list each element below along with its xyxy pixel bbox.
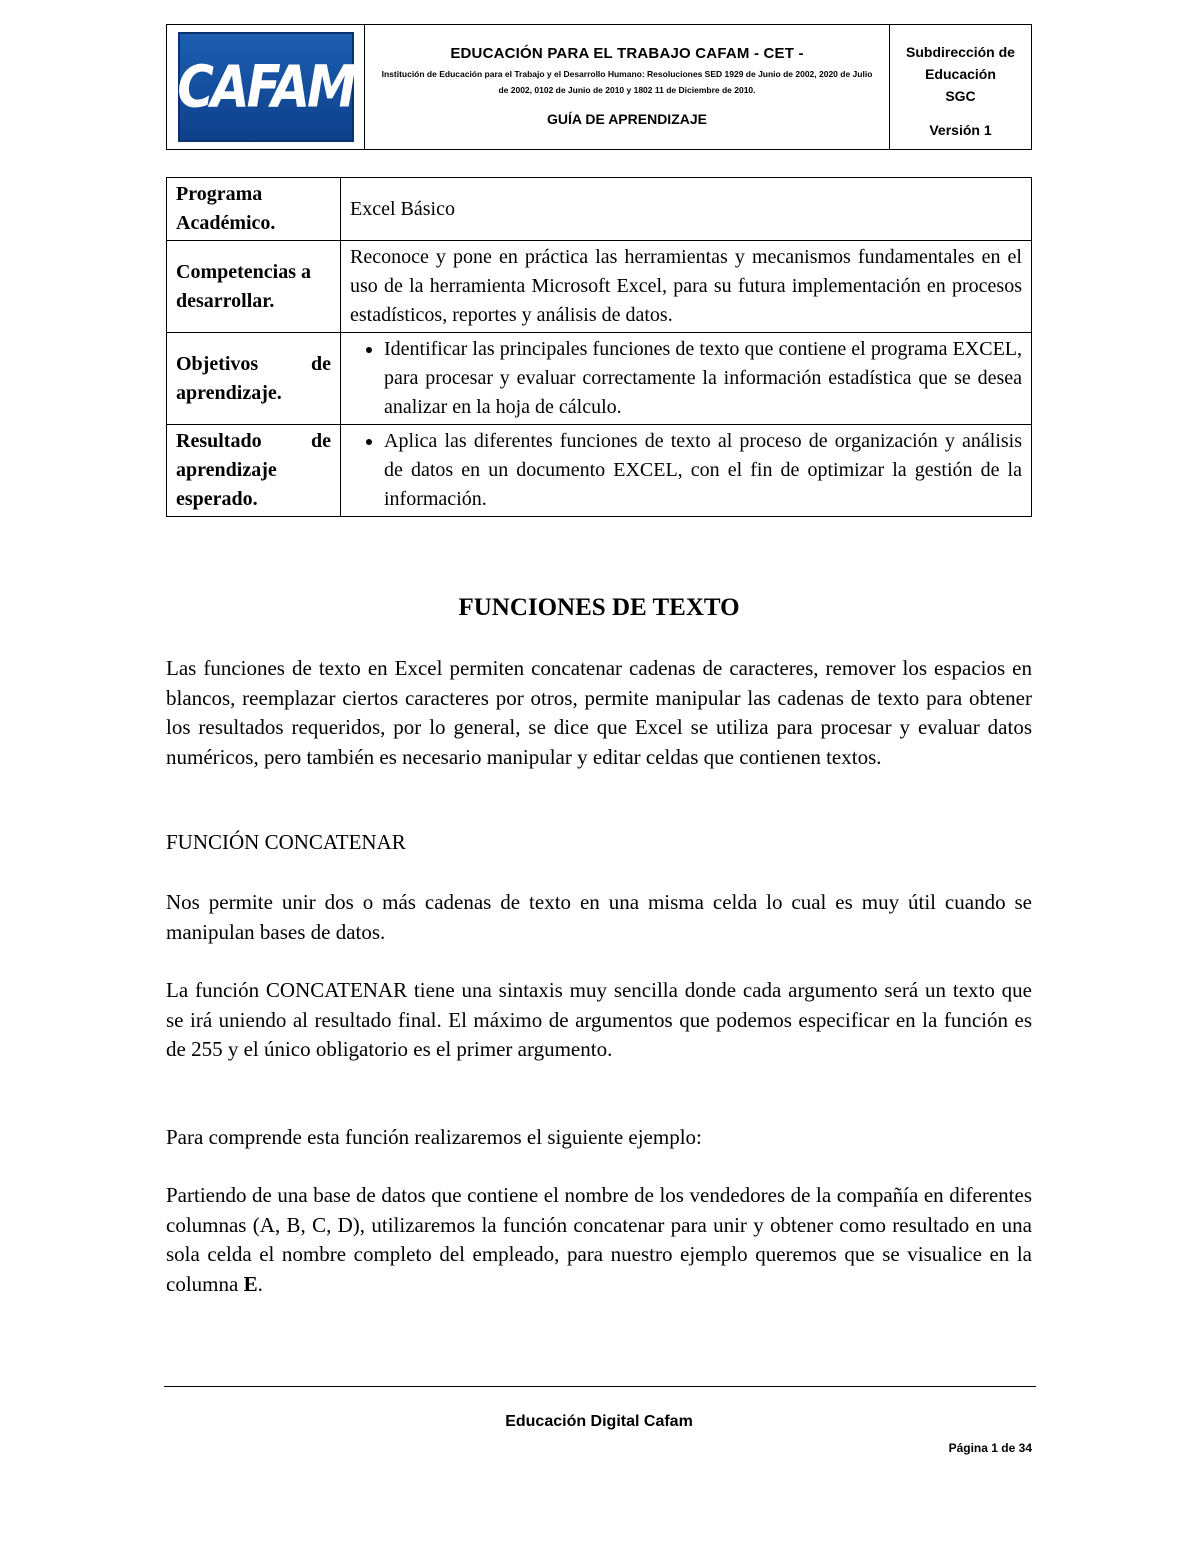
logo-cell [167, 25, 365, 149]
paragraph-2: La función CONCATENAR tiene una sintaxis muy sencilla donde cada argumento será un texto que se irá uniendo al resultado final. El máximo de argumentos que podemos especificar en la función es de 255 y el único obligatorio es el primer argumento. [166, 978, 1032, 1061]
page-current: 1 [991, 1441, 998, 1455]
result-list [350, 427, 1022, 514]
header-subtitle: Institución de Educación para el Trabajo y el Desarrollo Humano: Resoluciones SED 1929 de Junio de 2002, 2020 de Julio de 2002, 0102 de Junio de 2010 y 1802 11 de Diciembre de 2010. [381, 69, 873, 95]
logo-text: CAFAM [177, 53, 354, 121]
intro-paragraph: Las funciones de texto en Excel permiten concatenar cadenas de caracteres, remover los espacios en blancos, reemplazar ciertos caracteres por otros, permite manipular las cadenas de texto para obtener los resultados requeridos, por lo general, se dice que Excel se utiliza para procesar y evaluar datos numéricos, pero también es necesario manipular y editar celdas que contienen textos. [166, 656, 1032, 769]
section-title: FUNCIONES DE TEXTO [458, 594, 740, 621]
paragraph-4-end: . [257, 1271, 263, 1296]
result-cell [341, 425, 1032, 517]
header-guide: GUÍA DE APRENDIZAJE [547, 111, 707, 127]
paragraph-1: Nos permite unir dos o más cadenas de texto en una misma celda lo cual es muy útil cuando se manipulan bases de datos. [166, 890, 1032, 944]
subheading: FUNCIÓN CONCATENAR [166, 830, 406, 854]
header-right-line2: Educación [925, 66, 996, 82]
document-header [166, 24, 1032, 150]
list-item: • Identificar las principales funciones de texto que contiene el programa EXCEL, para procesar y evaluar correctamente la información estadística que se desea analizar en la hoja de cálculo. [384, 335, 1022, 422]
header-right-line1: Subdirección de [906, 44, 1015, 60]
list-item: • Aplica las diferentes funciones de texto al proceso de organización y análisis de datos en un documento EXCEL, con el fin de optimizar la gestión de la información. [384, 427, 1022, 514]
header-right [890, 25, 1031, 149]
paragraph-4 [166, 1181, 1032, 1299]
footer-text: Educación Digital Cafam [505, 1413, 693, 1430]
table-row [167, 425, 1032, 517]
table-row [167, 333, 1032, 425]
objectives-cell [341, 333, 1032, 425]
page-number [949, 1441, 1032, 1455]
table-row [167, 178, 1032, 241]
header-title: EDUCACIÓN PARA EL TRABAJO CAFAM - CET - [450, 45, 804, 62]
page-total: 34 [1018, 1441, 1032, 1455]
table-row [167, 241, 1032, 333]
objectives-label: Objetivos de aprendizaje. [167, 333, 341, 425]
paragraph-3: Para comprende esta función realizaremos el siguiente ejemplo: [166, 1125, 702, 1149]
paragraph-4-bold: E [243, 1271, 258, 1296]
competencies-value: Reconoce y pone en práctica las herramientas y mecanismos fundamentales en el uso de la herramienta Microsoft Excel, para su futura implementación en procesos estadísticos, reportes y análisis de datos. [341, 241, 1032, 333]
program-value: Excel Básico [341, 178, 1032, 241]
competencies-label: Competencias a desarrollar. [167, 241, 341, 333]
program-label: Programa Académico. [167, 178, 341, 241]
header-center [365, 25, 890, 149]
cafam-logo [178, 32, 354, 142]
info-table [166, 177, 1032, 517]
page-mid: de [997, 1441, 1019, 1455]
paragraph-4-main: Partiendo de una base de datos que contiene el nombre de los vendedores de la compañía en diferentes columnas (A, B, C, D), utilizaremos la función concatenar para unir y obtener como resultado en una sola celda el nombre completo del empleado, para nuestro ejemplo queremos que se visualice en la columna [166, 1183, 1032, 1296]
footer-divider [164, 1386, 1036, 1387]
page-prefix: Página [948, 1441, 992, 1455]
result-label: Resultado de aprendizaje esperado. [167, 425, 341, 517]
header-version: Versión 1 [929, 122, 992, 138]
objectives-list [350, 335, 1022, 422]
header-right-line3: SGC [945, 88, 976, 104]
